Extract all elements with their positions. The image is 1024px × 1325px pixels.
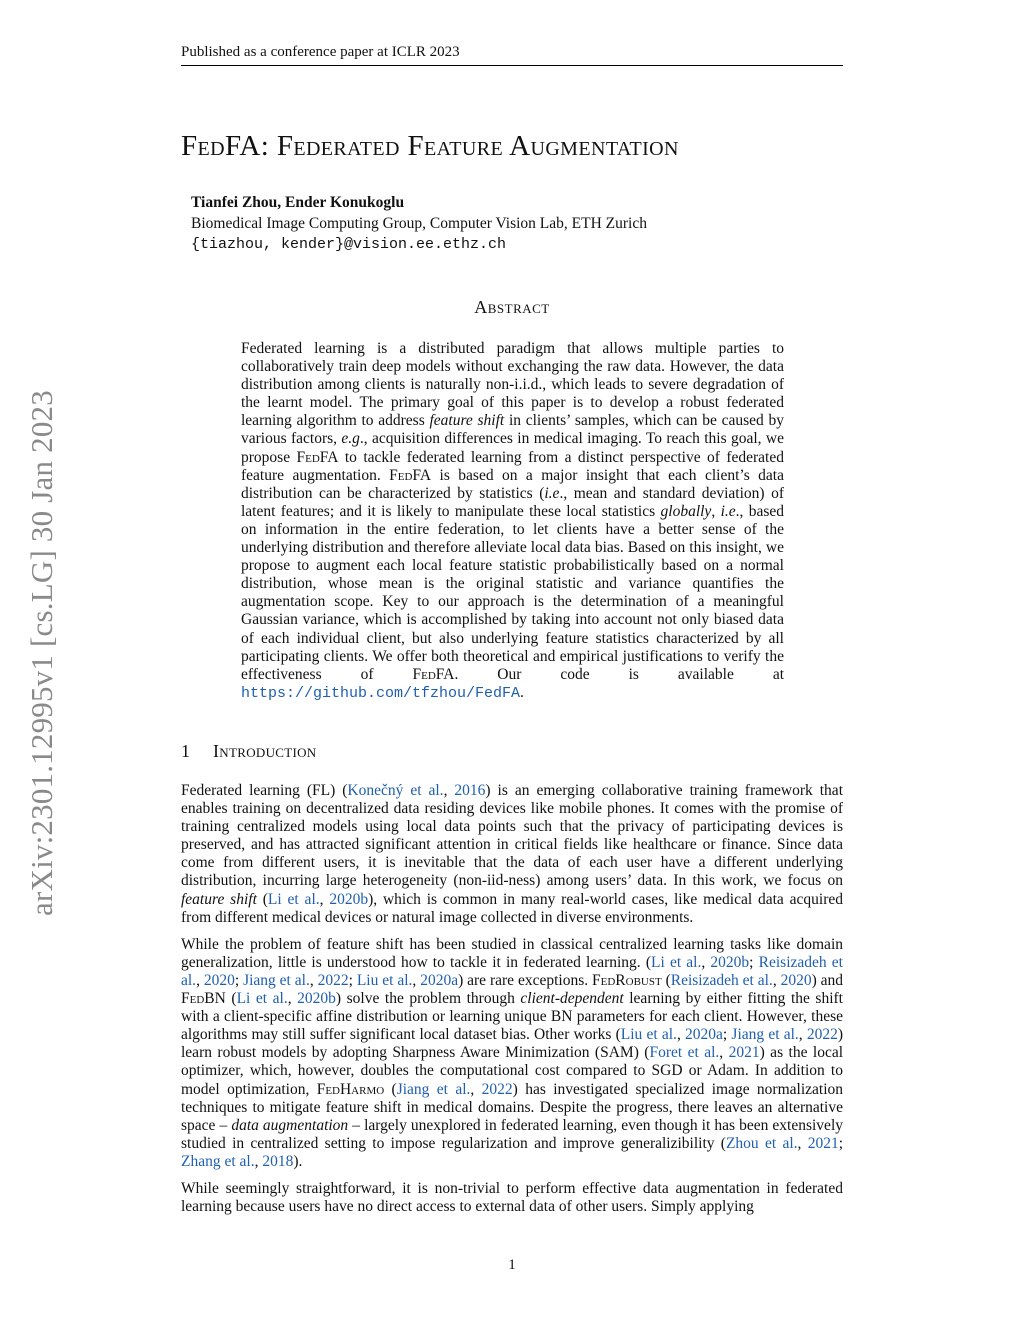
emphasis: i.e <box>544 484 560 502</box>
text-segment: , <box>470 1080 482 1098</box>
citation-link[interactable]: Reisizadeh et al. <box>181 953 843 989</box>
method-name: FedBN <box>181 990 226 1008</box>
abstract-text <box>241 340 784 703</box>
arxiv-identifier: arXiv:2301.12995v1 [cs.LG] 30 Jan 2023 <box>24 390 60 916</box>
citation-link[interactable]: Jiang et al. <box>396 1080 471 1098</box>
text-segment: ). <box>293 1152 303 1170</box>
citation-link[interactable]: Reisizadeh et al. <box>670 971 773 989</box>
emphasis: i.e <box>720 502 736 520</box>
text-segment: , <box>287 990 298 1008</box>
text-segment: , <box>798 1026 807 1044</box>
text-segment: learning by either fitting the shift with a client-specific affine distribution or learning unique BN parameters for each client. However, these algorithms may still suffer significant local dataset bias. Other works ( <box>181 990 843 1044</box>
abstract-segment: in clients’ samples, which can be caused by various factors, <box>241 412 784 448</box>
text-segment: ; <box>234 971 244 989</box>
citation-link[interactable]: 2020b <box>329 890 369 908</box>
text-segment: ; <box>838 1134 843 1152</box>
text-segment: , <box>701 953 711 971</box>
author-names: Tianfei Zhou, Ender Konukoglu <box>191 194 405 211</box>
text-segment: ( <box>384 1080 397 1098</box>
page-number: 1 <box>508 1257 516 1273</box>
text-segment: , <box>309 971 318 989</box>
method-name: FedFA <box>296 448 339 466</box>
text-segment: ) and <box>811 971 844 989</box>
text-segment: ) learn robust models by adopting Sharpness Aware Minimization (SAM) ( <box>181 1026 844 1062</box>
text-segment: ) has investigated specialized image normalization techniques to mitigate feature shift in medical domains. Despite the progress, there leaves an alternative space – <box>181 1080 844 1134</box>
text-segment: ( <box>256 890 268 908</box>
emphasis: globally <box>660 502 712 520</box>
running-head: Published as a conference paper at ICLR 2023 <box>181 44 843 66</box>
method-name: FedHarmo <box>316 1080 385 1098</box>
arxiv-side-stamp <box>12 363 72 943</box>
abstract-segment: . Our code is available at <box>454 665 785 683</box>
paragraph: While seemingly straightforward, it is non-trivial to perform effective data augmentation in federated learning because users have no direct access to external data of other users. Simply applying <box>181 1179 843 1216</box>
author-affiliation: Biomedical Image Computing Group, Computer Vision Lab, ETH Zurich <box>191 215 647 232</box>
method-name: FedRobust <box>592 971 662 989</box>
abstract-segment: , <box>711 502 721 520</box>
text-segment: , <box>719 1044 729 1062</box>
emphasis: feature shift <box>181 890 257 908</box>
citation-link[interactable]: 2018 <box>262 1152 294 1170</box>
section-title: Introduction <box>213 741 317 761</box>
text-segment: , <box>676 1026 686 1044</box>
paper-title: FedFA: Federated Feature Augmentation <box>181 130 679 162</box>
text-segment: ) is an emerging collaborative training framework that enables training on decentralized data residing devices like mobile phones. It comes with the promise of training centralized models using local data points such that the privacy of participating devices is preserved, and has attracted significant attention in critical fields like healthcare or finance. Since data come from different users, it is inevitable that the data of each user have a different underlying distribution, incurring large heterogeneity (non-iid-ness) among users’ data. In this work, we focus on <box>181 782 843 890</box>
text-segment: , <box>196 971 204 989</box>
citation-link[interactable]: 2020a <box>685 1026 723 1044</box>
emphasis: feature shift <box>429 412 505 430</box>
citation-link[interactable]: 2022 <box>806 1026 838 1044</box>
text-segment: – largely unexplored in federated learning, even though it has been extensively studied in centralized setting to impose regularization and improve generalizibility ( <box>181 1116 843 1152</box>
citation-link[interactable]: Li et al. <box>236 990 288 1008</box>
citation-link[interactable]: Li et al. <box>267 890 320 908</box>
text-segment: ) as the local optimizer, which, however, doubles the computational cost compared to SGD or Adam. In addition to model optimization, <box>181 1044 844 1098</box>
paragraph <box>181 782 843 927</box>
citation-link[interactable]: 2020a <box>420 971 459 989</box>
abstract-segment: ., acquisition differences in medical imaging. To reach this goal, we propose <box>241 430 784 466</box>
citation-link[interactable]: 2020 <box>203 971 235 989</box>
text-segment: Federated learning (FL) ( <box>181 782 348 799</box>
citation-link[interactable]: 2016 <box>454 782 486 799</box>
abstract-segment: ., mean and standard deviation) of latent features; and it is likely to manipulate these local statistics <box>241 484 784 520</box>
text-segment: , <box>797 1134 808 1152</box>
abstract-segment: . <box>520 683 524 701</box>
text-segment: ( <box>225 990 237 1008</box>
text-segment: ), which is common in many real-world cases, like medical data acquired from different medical devices or natural image collected in diverse environments. <box>181 890 844 926</box>
text-segment: ; <box>722 1026 732 1044</box>
citation-link[interactable]: Foret et al. <box>649 1044 720 1062</box>
citation-link[interactable]: 2022 <box>481 1080 513 1098</box>
text-segment: , <box>254 1152 263 1170</box>
author-block <box>191 192 841 255</box>
section-heading-introduction <box>181 741 681 762</box>
citation-link[interactable]: 2020b <box>710 953 750 971</box>
emphasis: data augmentation <box>231 1116 349 1134</box>
citation-link[interactable]: Liu et al. <box>356 971 413 989</box>
abstract-segment: Federated learning is a distributed paradigm that allows multiple parties to collaboratively train deep models without exchanging the raw data. However, the data distribution among clients is naturally non-i.i.d., which leads to severe degradation of the learnt model. The primary goal of this paper is to develop a robust federated learning algorithm to address <box>241 340 784 430</box>
introduction-body <box>181 782 843 1225</box>
citation-link[interactable]: 2021 <box>728 1044 760 1062</box>
text-segment: ; <box>749 953 759 971</box>
text-segment: ) are rare exceptions. <box>458 971 592 989</box>
citation-link[interactable]: 2020b <box>297 990 336 1008</box>
citation-link[interactable]: Li et al. <box>651 953 702 971</box>
citation-link[interactable]: Konečný et al. <box>347 782 444 799</box>
author-email: {tiazhou, kender}@vision.ee.ethz.ch <box>191 236 507 253</box>
citation-link[interactable]: Jiang et al. <box>731 1026 799 1044</box>
section-number: 1 <box>181 741 191 761</box>
abstract-segment: to tackle federated learning from a distinct perspective of federated feature augmentation. <box>241 448 784 484</box>
code-url-link[interactable]: https://github.com/tfzhou/FedFA <box>241 684 521 702</box>
method-name: FedFA <box>412 665 455 683</box>
text-segment: While the problem of feature shift has been studied in classical centralized learning tasks like domain generalization, little is understood how to tackle it in federated learning. ( <box>181 935 843 971</box>
abstract-segment: ., based on information in the entire federation, to let clients have a better sense of the underlying distribution and therefore alleviate local data bias. Based on this insight, we propose to augment each local feature statistic probabilistically based on a normal distribution, whose mean is the original statistic and variance quantifies the augmentation scope. Key to our approach is the determination of a meaningful Gaussian variance, which is accomplished by taking into account not only biased data of each individual client, but also underlying feature statistics characterized by all participating clients. We offer both theoretical and empirical justifications to verify the effectiveness of <box>241 502 785 683</box>
abstract-heading: Abstract <box>474 297 550 317</box>
text-segment: ) solve the problem through <box>335 990 521 1008</box>
emphasis: client-dependent <box>520 990 624 1008</box>
citation-link[interactable]: 2020 <box>780 971 812 989</box>
text-segment: , <box>319 890 330 908</box>
citation-link[interactable]: Liu et al. <box>620 1026 677 1044</box>
method-name: FedFA <box>389 466 432 484</box>
citation-link[interactable]: Jiang et al. <box>243 971 310 989</box>
text-segment: ; <box>348 971 357 989</box>
citation-link[interactable]: Zhang et al. <box>181 1152 255 1170</box>
text-segment: , <box>443 782 455 799</box>
citation-link[interactable]: 2022 <box>317 971 349 989</box>
citation-link[interactable]: Zhou et al. <box>725 1134 798 1152</box>
emphasis: e.g <box>341 430 360 448</box>
abstract-segment: is based on a major insight that each client’s data distribution can be characterized by statistics ( <box>241 466 784 502</box>
text-segment: , <box>412 971 421 989</box>
text-segment: , <box>772 971 781 989</box>
citation-link[interactable]: 2021 <box>807 1134 839 1152</box>
paragraph <box>181 936 843 1171</box>
text-segment: ( <box>661 971 671 989</box>
